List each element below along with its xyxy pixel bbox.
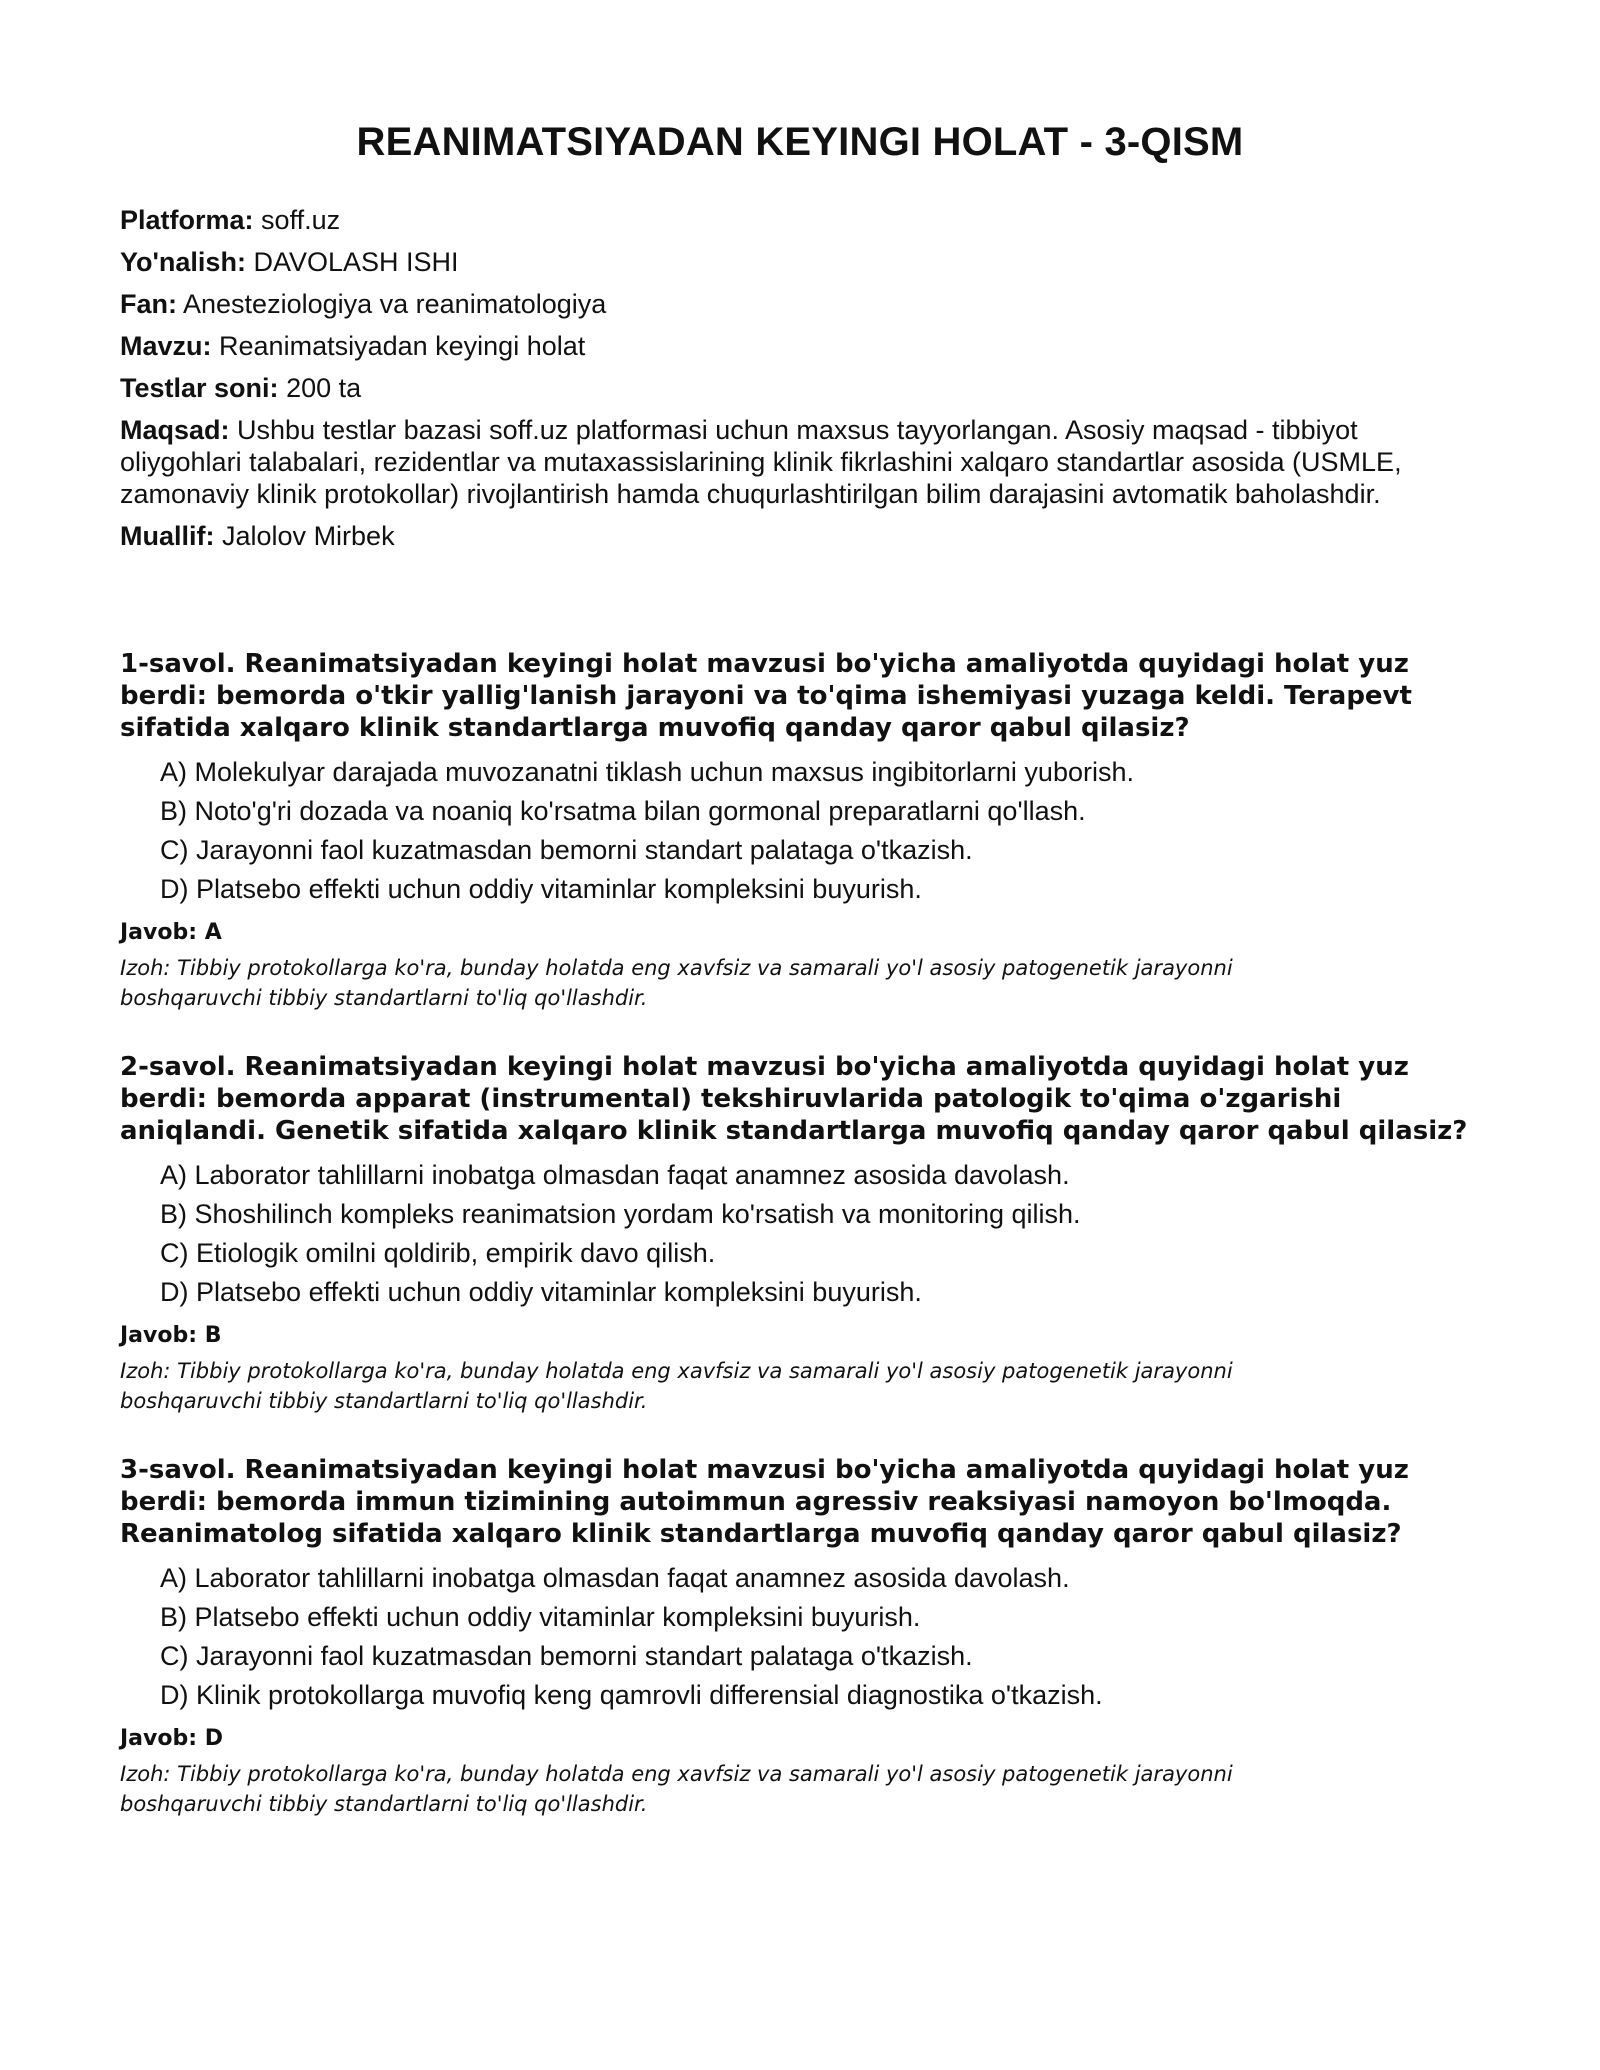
- meta-author: [120, 520, 1480, 552]
- option-c: C) Etiologik omilni qoldirib, empirik davo qilish.: [160, 1238, 716, 1268]
- section-spacer: [120, 562, 1480, 648]
- option-b: B) Shoshilinch kompleks reanimatsion yordam ko'rsatish va monitoring qilish.: [160, 1199, 1081, 1229]
- options-list: [120, 1159, 1480, 1308]
- question-text: 3-savol. Reanimatsiyadan keyingi holat mavzusi bo'yicha amaliyotda quyidagi holat yuz berdi: bemorda immun tizimining autoimmun agressiv reaksiyasi namoyon bo'lmoqda. Reanimatolog sifatida xalqaro klinik standartlarga muvofiq qanday qaror qabul qilasiz?: [120, 1455, 1409, 1549]
- meta-goal: [120, 414, 1480, 510]
- meta-section: [120, 204, 1480, 552]
- question-text: 1-savol. Reanimatsiyadan keyingi holat mavzusi bo'yicha amaliyotda quyidagi holat yuz berdi: bemorda o'tkir yallig'lanish jarayoni va to'qima ishemiyasi yuzaga keldi. Terapevt sifatida xalqaro klinik standartlarga muvofiq qanday qaror qabul qilasiz?: [120, 649, 1412, 743]
- meta-key: Mavzu:: [120, 331, 212, 361]
- question-2: [120, 1051, 1480, 1416]
- meta-value: Ushbu testlar bazasi soff.uz platformasi uchun maxsus tayyorlangan. Asosiy maqsad - tibbiyot oliygohlari talabalari, rezidentlar va mutaxassislarining klinik fikrlashini xalqaro standartlar asosida (USMLE, zamonaviy klinik protokollar) rivojlantirish hamda chuqurlashtirilgan bilim darajasini avtomatik baholashdir.: [120, 415, 1402, 509]
- option-d: D) Klinik protokollarga muvofiq keng qamrovli differensial diagnostika o'tkazish.: [160, 1680, 1103, 1710]
- answer-label: Javob: D: [120, 1726, 223, 1751]
- options-list: [120, 1562, 1480, 1711]
- meta-key: Muallif:: [120, 521, 215, 551]
- explanation-text: Izoh: Tibbiy protokollarga ko'ra, bunday holatda eng xavfsiz va samarali yo'l asosiy patogenetik jarayonni boshqaruvchi tibbiy standartlarni to'liq qo'llashdir.: [120, 1359, 1233, 1413]
- meta-key: Fan:: [120, 289, 177, 319]
- meta-platform: [120, 204, 1480, 236]
- meta-subject: [120, 288, 1480, 320]
- answer-label: Javob: B: [120, 1323, 222, 1348]
- meta-value: Anesteziologiya va reanimatologiya: [183, 289, 607, 319]
- option-b: B) Noto'g'ri dozada va noaniq ko'rsatma bilan gormonal preparatlarni qo'llash.: [160, 796, 1086, 826]
- meta-value: DAVOLASH ISHI: [253, 247, 459, 277]
- option-a: A) Laborator tahlillarni inobatga olmasdan faqat anamnez asosida davolash.: [160, 1563, 1070, 1593]
- document-title: REANIMATSIYADAN KEYINGI HOLAT - 3-QISM: [356, 120, 1244, 164]
- option-a: A) Laborator tahlillarni inobatga olmasdan faqat anamnez asosida davolash.: [160, 1160, 1070, 1190]
- answer-label: Javob: A: [120, 920, 222, 945]
- meta-value: Reanimatsiyadan keyingi holat: [219, 331, 586, 361]
- question-3: [120, 1454, 1480, 1819]
- meta-key: Yo'nalish:: [120, 247, 246, 277]
- option-c: C) Jarayonni faol kuzatmasdan bemorni standart palataga o'tkazish.: [160, 835, 973, 865]
- meta-direction: [120, 246, 1480, 278]
- option-a: A) Molekulyar darajada muvozanatni tiklash uchun maxsus ingibitorlarni yuborish.: [160, 757, 1134, 787]
- option-c: C) Jarayonni faol kuzatmasdan bemorni standart palataga o'tkazish.: [160, 1641, 973, 1671]
- option-b: B) Platsebo effekti uchun oddiy vitaminlar kompleksini buyurish.: [160, 1602, 921, 1632]
- meta-value: 200 ta: [286, 373, 362, 403]
- meta-value: Jalolov Mirbek: [222, 521, 395, 551]
- explanation-text: Izoh: Tibbiy protokollarga ko'ra, bunday holatda eng xavfsiz va samarali yo'l asosiy patogenetik jarayonni boshqaruvchi tibbiy standartlarni to'liq qo'llashdir.: [120, 956, 1233, 1010]
- option-d: D) Platsebo effekti uchun oddiy vitaminlar kompleksini buyurish.: [160, 874, 922, 904]
- meta-test-count: [120, 372, 1480, 404]
- meta-value: soff.uz: [261, 205, 341, 235]
- meta-topic: [120, 330, 1480, 362]
- question-1: [120, 648, 1480, 1013]
- document-page: [120, 118, 1480, 1857]
- options-list: [120, 756, 1480, 905]
- meta-key: Maqsad:: [120, 415, 230, 445]
- meta-key: Testlar soni:: [120, 373, 279, 403]
- meta-key: Platforma:: [120, 205, 254, 235]
- option-d: D) Platsebo effekti uchun oddiy vitaminlar kompleksini buyurish.: [160, 1277, 922, 1307]
- question-text: 2-savol. Reanimatsiyadan keyingi holat mavzusi bo'yicha amaliyotda quyidagi holat yuz berdi: bemorda apparat (instrumental) tekshiruvlarida patologik to'qima o'zgarishi aniqlandi. Genetik sifatida xalqaro klinik standartlarga muvofiq qanday qaror qabul qilasiz?: [120, 1052, 1468, 1146]
- explanation-text: Izoh: Tibbiy protokollarga ko'ra, bunday holatda eng xavfsiz va samarali yo'l asosiy patogenetik jarayonni boshqaruvchi tibbiy standartlarni to'liq qo'llashdir.: [120, 1762, 1233, 1816]
